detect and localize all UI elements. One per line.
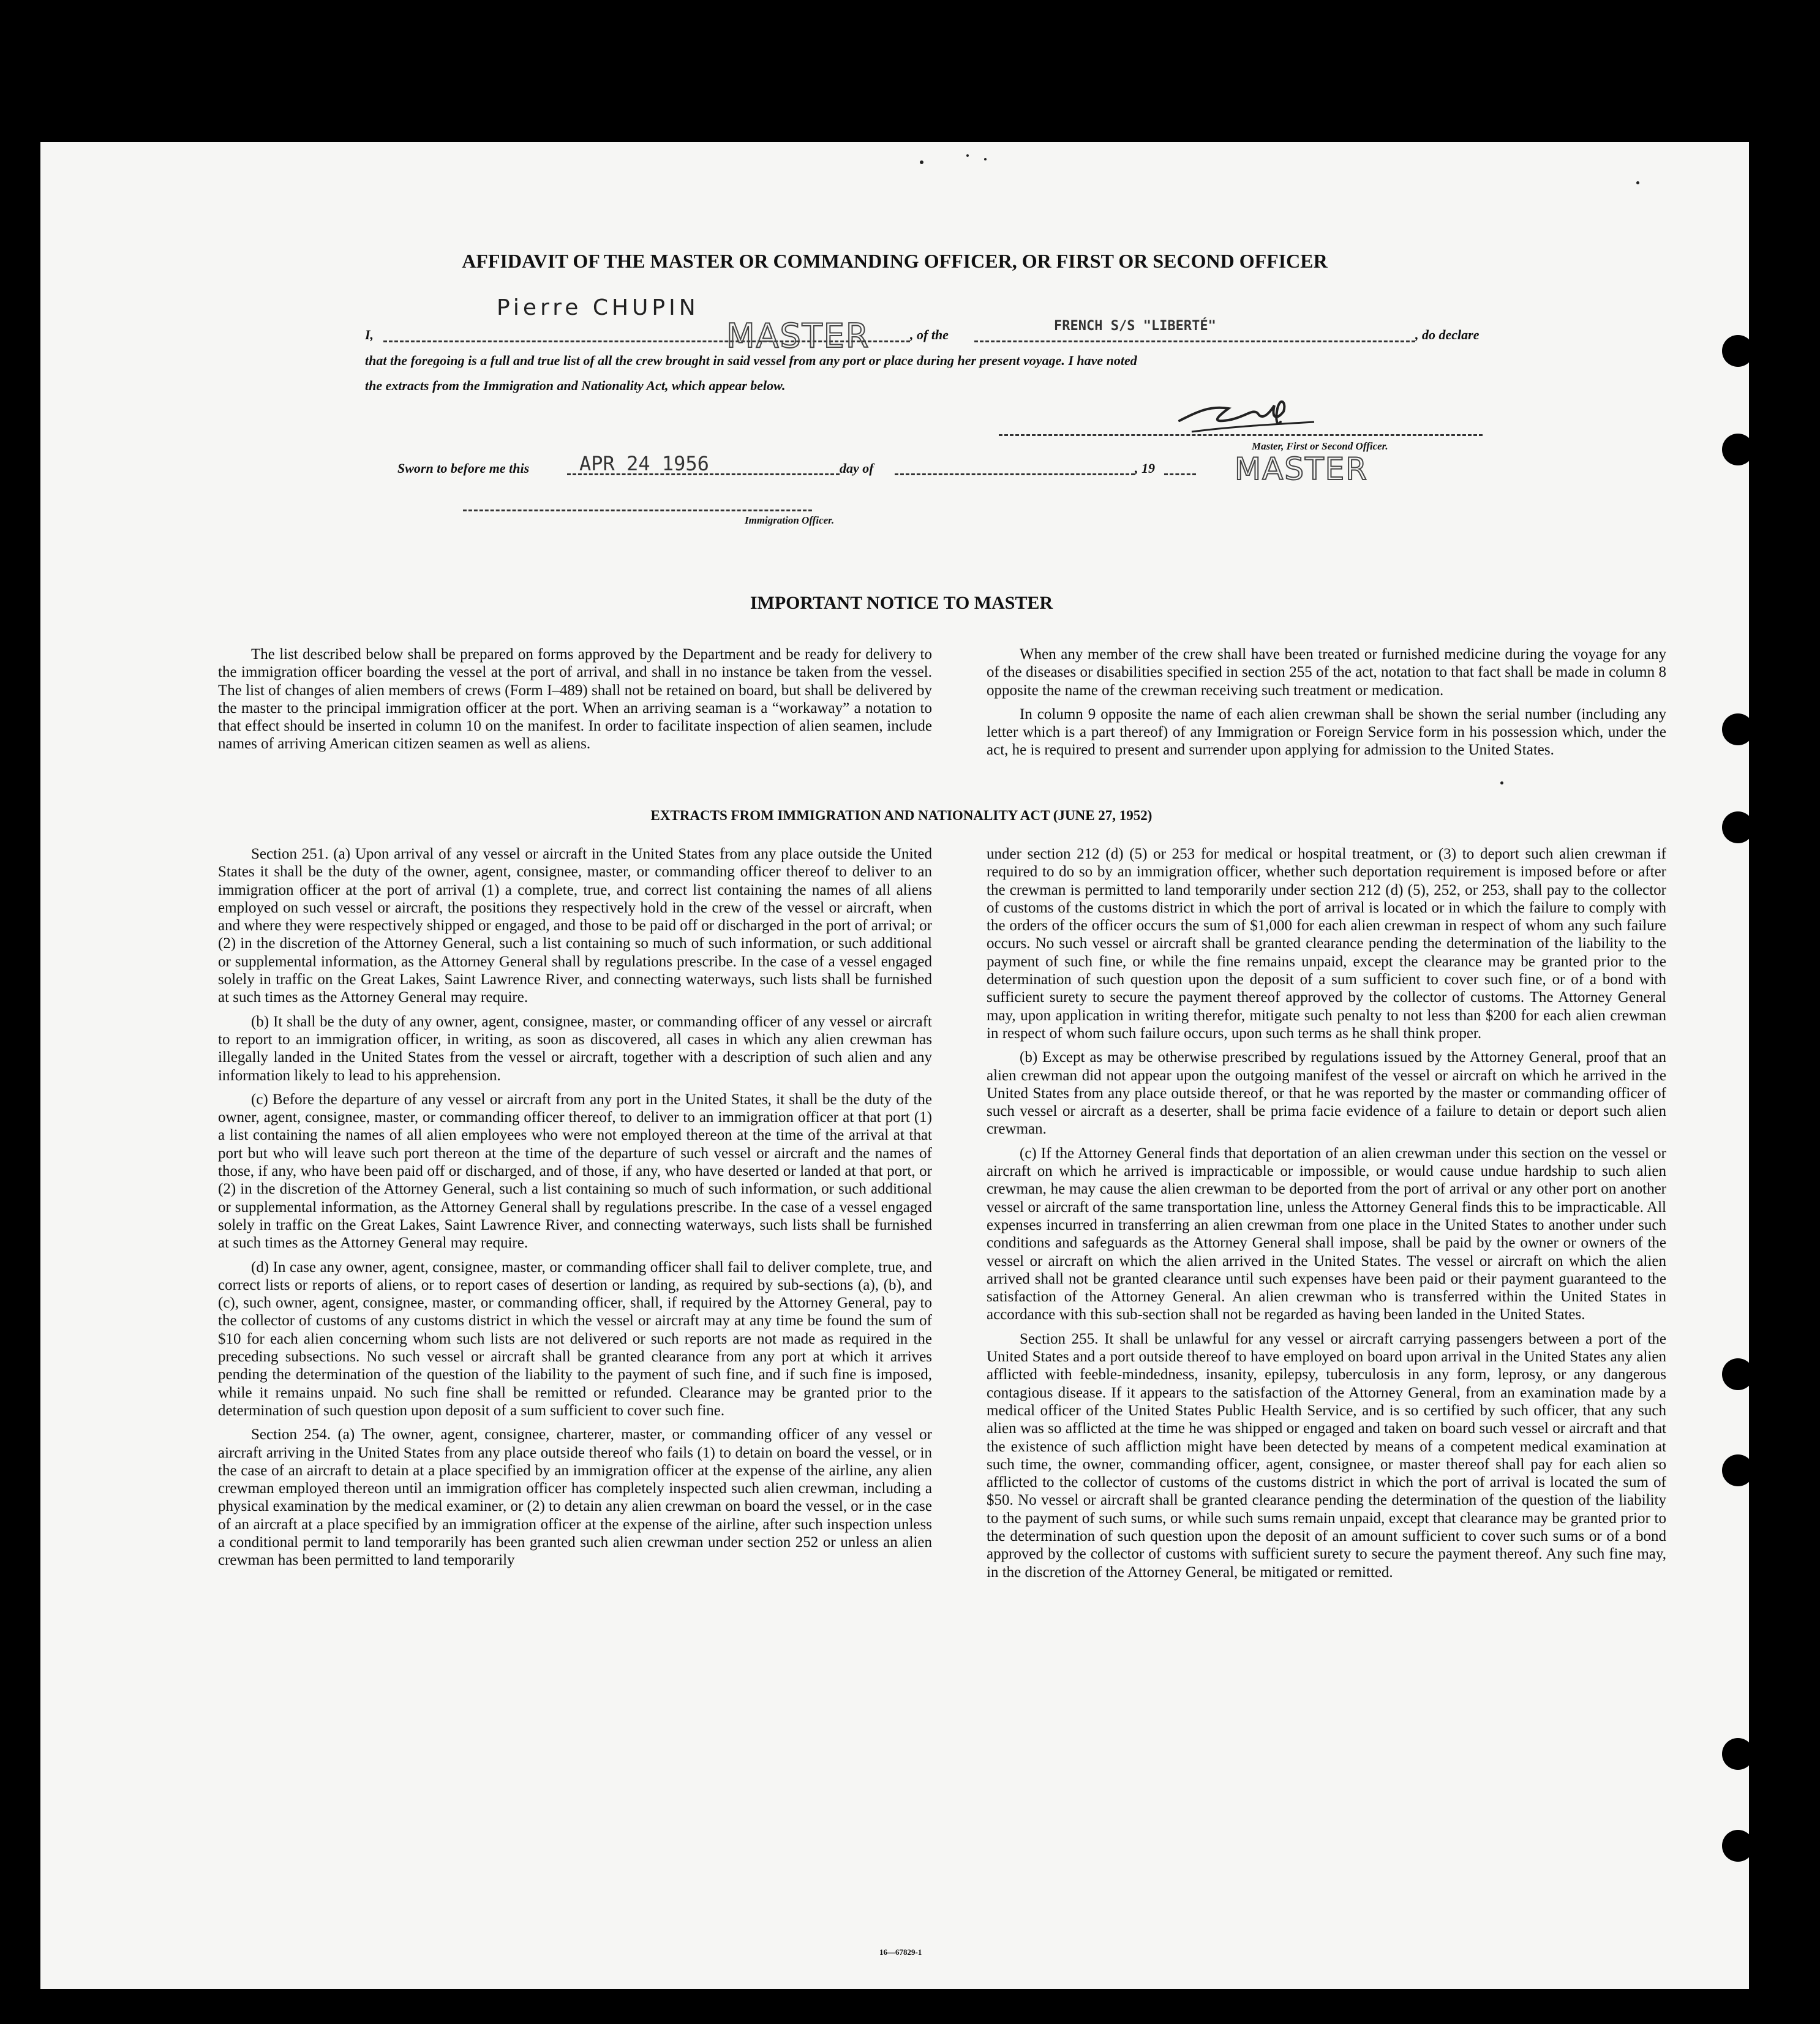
punch-hole [1722,434,1754,465]
section-251-b: (b) It shall be the duty of any owner, agent, consignee, master, or commanding officer of any vessel or aircraft to report to an immigration officer, in writing, as soon as discovered, all cases in which any alien crewman has illegally landed in the United States from the vessel or aircraft, together with a description of such alien and any information likely to lead to his apprehension. [218,1013,932,1084]
punch-hole [1722,1358,1754,1390]
notice-right-paragraph-2: In column 9 opposite the name of each alien crewman shall be shown the serial number (including any letter which is a part thereof) of any Immigration or Foreign Service form in his possession which, under the act, he is required to present and surrender upon applying for admission to the United States. [987,705,1666,759]
extracts-right-column [987,845,1666,1587]
punch-hole [1722,811,1754,843]
vessel-name-typed: FRENCH S/S "LIBERTÉ" [1054,318,1216,334]
extracts-left-column [218,845,932,1576]
section-251-c: (c) Before the departure of any vessel or aircraft from any port in the United States, it shall be the duty of the owner, agent, consignee, master, or commanding officer thereof, to deliver to an immigration officer at that port (1) a list containing the names of all alien employees who were not employed thereon at the time of the arrival at that port but who will leave such port thereon at the time of the departure of such vessel or aircraft and the names of those, if any, who have been paid off or discharged, and of those, if any, who have deserted or landed at that port, or (2) in the discretion of the Attorney General, such a list containing so much of such information, or such additional or supplemental information, as the Attorney General shall by regulations prescribe. In the case of a vessel engaged solely in traffic on the Great Lakes, Saint Lawrence River, and connecting waterways, such lists shall be furnished at such times as the Attorney General may require. [218,1091,932,1252]
master-signature [1173,384,1320,439]
punch-hole [1722,1830,1754,1862]
immigration-officer-caption: Immigration Officer. [745,514,835,526]
rank-stamp: MASTER [726,317,870,355]
vessel-field [974,340,1415,342]
scan-speck [966,154,969,157]
notice-right-paragraph-1: When any member of the crew shall have been treated or furnished medicine during the voyage for any of the diseases or disabilities specified in section 255 of the act, notation to that fact shall be made in column 8 opposite the name of the crewman receiving such treatment or medication. [987,646,1666,699]
year-field [1164,473,1196,475]
sworn-label: Sworn to before me this [397,461,530,476]
day-of-label: day of [840,461,874,476]
i-label: I, [365,327,374,342]
year-prefix-label: , 19 [1135,461,1155,476]
notice-left-paragraph: The list described below shall be prepared on forms approved by the Department and be ready for delivery to the immigration officer boarding the vessel at the port of arrival, and shall in no instance be taken from the vessel. The list of changes of alien members of crews (Form I–489) shall not be retained on board, but shall be delivered by the master to the principal immigration officer at the port. When an arriving seaman is a “workaway” a notation to that effect should be inserted in column 10 on the manifest. In order to facilitate inspection of alien seamen, include names of arriving American citizen seamen as well as aliens. [218,646,932,753]
of-the-label: , of the [910,327,949,342]
section-251-d: (d) In case any owner, agent, consignee, master, or commanding officer shall fail to deliver complete, true, and correct lists or reports of aliens, or to report cases of desertion or landing, as required by sub-sections (a), (b), and (c), such owner, agent, consignee, master, or commanding officer, shall, if required by the Attorney General, pay to the collector of customs of any customs district in which the vessel or aircraft may at any time be found the sum of $10 for each alien concerning whom such lists are not delivered or such reports are not made as required in the preceding subsections. No such vessel or aircraft shall be granted clearance from any port at which it arrives pending the determination of the question of the liability to the payment of such fine, and if such fine is imposed, while it remains unpaid. No such fine shall be remitted or refunded. Clearance may be granted prior to the determination of such question upon deposit of a sum sufficient to cover such fine. [218,1258,932,1419]
section-255: Section 255. It shall be unlawful for any vessel or aircraft carrying passengers between a port of the United States and a port outside thereof to have employed on board upon arrival in the United States any alien afflicted with feeble-mindedness, insanity, epilepsy, tuberculosis in any form, leprosy, or any dangerous contagious disease. If it appears to the satisfaction of the Attorney General, from an examination made by a medical officer of the United States Public Health Service, and is so certified by such officer, that any such alien was so afflicted at the time he was shipped or engaged and taken on board such vessel or aircraft and that the existence of such affliction might have been detected by means of a competent medical examination at such time, the owner, commanding officer, agent, consignee, or master thereof shall pay for each alien so afflicted to the collector of customs of the customs district in which the port of arrival is located the sum of $50. No vessel or aircraft shall be granted clearance pending the determination of the question of the liability to the payment of such sums, or while such sums remain unpaid, except that clearance may be granted prior to the determination of such question upon the deposit of an amount sufficient to cover such sums or of a bond approved by the collector of customs with sufficient surety to secure the payment thereof. Any such fine may, in the discretion of the Attorney General, be mitigated or remitted. [987,1330,1666,1581]
declaration-line-1: that the foregoing is a full and true list of all the crew brought in said vessel from any port or place during her present voyage. I have noted [365,353,1137,368]
affidavit-title: AFFIDAVIT OF THE MASTER OR COMMANDING OFFICER, OR FIRST OR SECOND OFFICER [462,250,1328,272]
scan-speck [984,158,987,160]
notice-right-column [987,645,1666,766]
scan-speck [1500,781,1503,784]
form-code: 16—67829-1 [879,1947,922,1957]
signature-line [999,434,1483,436]
month-field [895,473,1135,475]
notice-title: IMPORTANT NOTICE TO MASTER [750,593,1053,613]
notice-left-column [218,645,932,759]
signature-stamp: MASTER [1235,451,1368,487]
immigration-officer-line [463,510,812,511]
signature-caption: Master, First or Second Officer. [1252,440,1388,452]
section-254-a-continued: under section 212 (d) (5) or 253 for medical or hospital treatment, or (3) to deport such alien crewman if required to do so by an immigration officer, whether such deportation requirement is imposed before or after the crewman is permitted to land temporarily under section 212 (d) (5), 252, or 253, shall pay to the collector of customs of the customs district in which the port of arrival is located or in which the failure to comply with the orders of the officer occurs the sum of $1,000 for each alien crewman in respect of whom any such failure occurs. No such vessel or aircraft shall be granted clearance pending the determination of the liability to the payment of such fine, or while the fine remains unpaid, except the clearance may be granted prior to the determination of such question upon the deposit of a sum sufficient to cover such fine, or of a bond with sufficient surety to secure the payment thereof approved by the collector of customs. The Attorney General may, upon application in writing therefor, mitigate such penalty to not less than $200 for each alien crewman in respect of whom such failure occurs, upon such terms as he shall think proper. [987,846,1666,1042]
punch-hole [1722,713,1754,745]
scan-speck [1636,181,1639,184]
declaration-line-2: the extracts from the Immigration and Nationality Act, which appear below. [365,378,786,393]
do-declare-label: , do declare [1415,327,1480,342]
section-254-c: (c) If the Attorney General finds that deportation of an alien crewman under this section on the vessel or aircraft on which he arrived is impracticable or impossible, or would cause undue hardship to such alien crewman, he may cause the alien crewman to be deported from the port of arrival or any other port on another vessel or aircraft of the same transportation line, unless the Attorney General finds this to be impracticable. All expenses incurred in transferring an alien crewman from one place in the United States to another under such conditions and safeguards as the Attorney General shall impose, shall be paid by the owner or owners of the vessel or aircraft on which the alien arrived in the United States. The vessel or aircraft on which the alien arrived shall not be granted clearance until such expenses have been paid or their payment guaranteed to the satisfaction of the Attorney General. An alien crewman who is transferred within the United States in accordance with this sub-section shall not be regarded as having been landed in the United States. [987,1145,1666,1323]
scan-speck [920,160,923,164]
master-name-handwritten: Pierre CHUPIN [497,295,699,320]
punch-hole [1722,1738,1754,1770]
section-254-b: (b) Except as may be otherwise prescribed by regulations issued by the Attorney General, proof that an alien crewman did not appear upon the outgoing manifest of the vessel or aircraft on which he arrived in the United States from any place outside thereof, or that he was reported by the master or commanding officer of such vessel or aircraft as a deserter, shall be prima facie evidence of a failure to detain or deport such alien crewman. [987,1049,1666,1138]
extracts-title: EXTRACTS FROM IMMIGRATION AND NATIONALITY ACT (JUNE 27, 1952) [650,808,1153,823]
section-251-a: Section 251. (a) Upon arrival of any vessel or aircraft in the United States from any place outside the United States it shall be the duty of the owner, agent, consignee, master, or commanding officer thereof to deliver to an immigration officer at the port of arrival (1) a complete, true, and correct list containing the names of all aliens employed on such vessel or aircraft, the positions they respectively hold in the crew of the vessel or aircraft, when and where they were respectively shipped or engaged, and those to be paid off or discharged in the port of arrival; or (2) in the discretion of the Attorney General, such a list containing so much of such information, or such additional or supplemental information, as the Attorney General shall by regulations prescribe. In the case of a vessel engaged solely in traffic on the Great Lakes, Saint Lawrence River, and connecting waterways, such lists shall be furnished at such times as the Attorney General may require. [218,846,932,1006]
punch-hole [1722,1454,1754,1486]
sworn-date-stamp: APR 24 1956 [579,452,709,475]
document-page [40,142,1749,1989]
punch-hole [1722,335,1754,367]
section-254-a: Section 254. (a) The owner, agent, consignee, charterer, master, or commanding officer of any vessel or aircraft arriving in the United States from any place outside thereof who fails (1) to detain on board the vessel, or in the case of an aircraft to detain at a place specified by an immigration officer at the expense of the airline, any alien crewman employed thereon until an immigration officer has completely inspected such alien crewman, including a physical examination by the medical examiner, or (2) to detain any alien crewman on board the vessel, or in the case of an aircraft at a place specified by an immigration officer at the expense of the airline, after such inspection unless a conditional permit to land temporarily has been granted such alien crewman under section 252 or unless an alien crewman has been permitted to land temporarily [218,1426,932,1569]
